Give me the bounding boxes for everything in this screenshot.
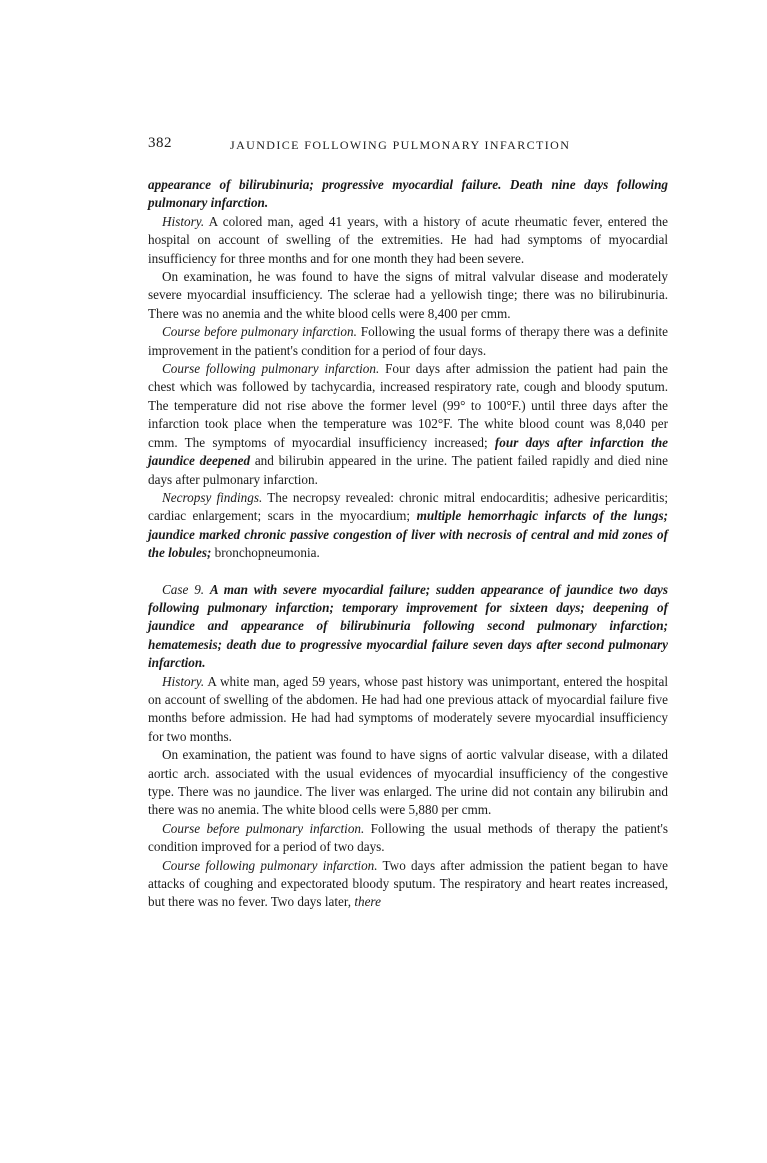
- running-head: JAUNDICE FOLLOWING PULMONARY INFARCTION: [230, 138, 571, 152]
- case8-history: [148, 213, 668, 268]
- case9-history: [148, 673, 668, 747]
- case9-course-following-label: Course following pulmonary infarction.: [162, 857, 378, 873]
- case9-history-label: History.: [162, 673, 205, 689]
- case9-course-before: [148, 820, 668, 857]
- case8-necropsy-label: Necropsy findings.: [162, 489, 263, 505]
- article-body: [148, 176, 668, 912]
- case8-course-following-label: Course following pulmonary infarction.: [162, 361, 380, 377]
- case8-course-before-label: Course before pulmonary infarction.: [162, 324, 357, 340]
- case8-course-following-text-a: Four days after admission the patient had pain the chest which was followed by tachycardia, increased respiratory rate, cough and bloody sputum. The temperature did not rise above the former level (99° to 100°F.) until three days after the infarction took place when the temperature was 102°F. The white blood count was 8,040 per cmm. The symptoms of myocardial insufficiency increased;: [148, 361, 668, 450]
- case8-history-text: A colored man, aged 41 years, with a history of acute rheumatic fever, entered the hospital on account of swelling of the extremities. He had had symptoms of myocardial insufficiency for three months and for one month they had been severe.: [148, 213, 668, 266]
- case8-necropsy-text-a: The necropsy revealed: chronic mitral endocarditis; adhesive pericarditis; cardiac enlargement; scars in the myocardium;: [148, 489, 668, 524]
- case9-course-following: [148, 857, 668, 912]
- case8-necropsy: [148, 489, 668, 563]
- case9-history-text: A white man, aged 59 years, whose past history was unimportant, entered the hospital on account of swelling of the abdomen. He had had one previous attack of myocardial failure five months before admission. He had had symptoms of moderately severe myocardial insufficiency for two months.: [148, 673, 668, 744]
- case9-label: Case 9.: [162, 581, 205, 597]
- case9-examination: On examination, the patient was found to have signs of aortic valvular disease, with a dilated aortic arch. associated with the usual evidences of myocardial insufficiency of the congestive type. There was no jaundice. The liver was enlarged. The urine did not contain any bilirubin and there was no anemia. The white blood cells were 5,880 per cmm.: [148, 747, 668, 818]
- case8-course-before: [148, 323, 668, 360]
- case8-course-following-italic: four days after infarction the jaundice deepened: [148, 434, 669, 469]
- case8-course-following-text-b: and bilirubin appeared in the urine. The patient failed rapidly and died nine days after pulmonary infarction.: [148, 453, 668, 487]
- case9-course-following-tail: there: [354, 894, 381, 910]
- case8-history-label: History.: [162, 213, 205, 229]
- page-header: [148, 134, 668, 156]
- case9-title-text: A man with severe myocardial failure; sudden appearance of jaundice two days following pulmonary infarction; temporary improvement for sixteen days; deepening of jaundice and appearance of bilirubinuria following second pulmonary infarction; hematemesis; death due to progressive myocardial failure seven days after second pulmonary infarction.: [148, 581, 669, 671]
- case8-title-text: appearance of bilirubinuria; progressive myocardial failure. Death nine days following pulmonary infarction.: [148, 177, 668, 211]
- case9-title: [148, 581, 668, 673]
- case8-examination: On examination, he was found to have the signs of mitral valvular disease and moderately severe myocardial insufficiency. The sclerae had a yellowish tinge; there was no bilirubinuria. There was no anemia and the white blood cells were 8,400 per cmm.: [148, 269, 668, 321]
- case8-course-before-text: Following the usual forms of therapy there was a definite improvement in the patient's condition for a period of four days.: [148, 324, 669, 358]
- case9-course-before-text: Following the usual methods of therapy the patient's condition improved for a period of two days.: [148, 820, 669, 855]
- case9-course-before-label: Course before pulmonary infarction.: [162, 820, 365, 836]
- page-number: 382: [148, 135, 172, 151]
- case8-title-continuation: [148, 176, 668, 213]
- case8-necropsy-text-b: bronchopneumonia.: [214, 545, 320, 561]
- case9-course-following-text: Two days after admission the patient began to have attacks of coughing and expectorated bloody sputum. The respiratory and heart reates increased, but there was no fever. Two days later,: [148, 857, 668, 910]
- case8-course-following: [148, 360, 668, 489]
- case8-necropsy-italic: multiple hemorrhagic infarcts of the lungs; jaundice marked chronic passive congestion of liver with necrosis of central and mid zones of the lobules;: [148, 508, 669, 561]
